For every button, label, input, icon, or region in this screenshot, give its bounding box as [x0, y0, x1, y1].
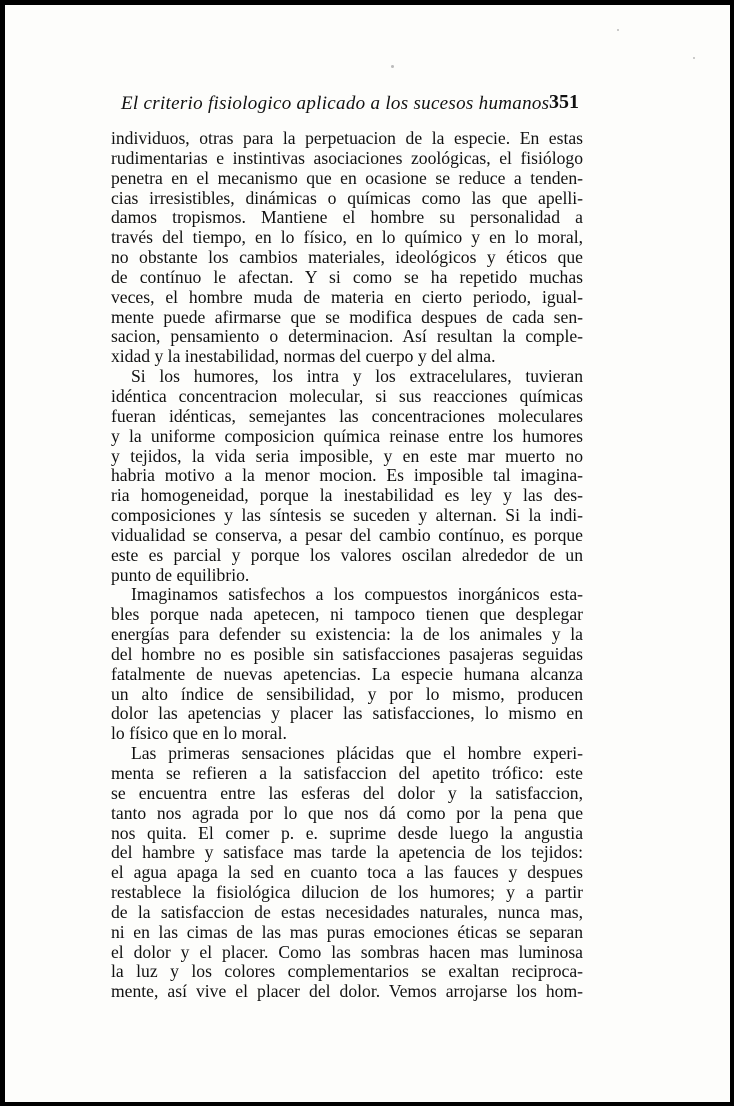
page-number: 351	[549, 91, 579, 113]
text-line: punto de equilibrio.	[111, 564, 250, 585]
text-line: mente puede afirmarse que se modifica despues de cada sen-	[111, 306, 583, 327]
text-line: ria homogeneidad, porque la inestabilidad es ley y las des-	[111, 485, 583, 506]
text-line: un alto índice de sensibilidad, y por lo mismo, producen	[111, 683, 583, 704]
text-line: se encuentra entre las esferas del dolor y la satisfaccion,	[111, 782, 583, 803]
text-line: del hombre no es posible sin satisfacciones pasajeras seguidas	[111, 643, 583, 664]
text-line: veces, el hombre muda de materia en cierto periodo, igual-	[111, 286, 583, 307]
text-line: cias irresistibles, dinámicas o químicas como las que apelli-	[111, 187, 583, 208]
text-line: de la satisfaccion de estas necesidades naturales, nunca mas,	[111, 901, 583, 922]
text-line: menta se refieren a la satisfaccion del apetito trófico: este	[111, 763, 583, 783]
text-line: Si los humores, los intra y los extracelulares, tuvieran	[131, 366, 583, 387]
text-line: individuos, otras para la perpetuacion de la especie. En estas	[111, 128, 583, 148]
running-head: El criterio fisiologico aplicado a los sucesos humanos	[121, 93, 550, 114]
text-line: Imaginamos satisfechos a los compuestos inorgánicos esta-	[131, 584, 583, 605]
text-line: tanto nos agrada por lo que nos dá como por la pena que	[111, 802, 583, 823]
text-line: el agua apaga la sed en cuanto toca a las fauces y despues	[111, 862, 583, 883]
text-line: y la uniforme composicion química reinase entre los humores	[111, 425, 583, 446]
text-line: xidad y la inestabilidad, normas del cuerpo y del alma.	[111, 346, 496, 367]
text-line: de contínuo le afectan. Y si como se ha repetido muchas	[111, 266, 583, 287]
paragraph	[111, 367, 583, 585]
print-speck	[693, 57, 695, 59]
text-line: este es parcial y porque los valores oscilan alrededor de un	[111, 544, 583, 565]
print-speck	[617, 29, 619, 31]
paragraph	[111, 585, 583, 744]
text-line: mente, así vive el placer del dolor. Vemos arrojarse los hom-	[111, 981, 583, 1002]
text-line: del hambre y satisface mas tarde la apetencia de los tejidos:	[111, 842, 583, 863]
text-line: vidualidad se conserva, a pesar del cambio contínuo, es porque	[111, 524, 583, 545]
text-line: Las primeras sensaciones plácidas que el hombre experi-	[131, 743, 583, 764]
text-line: dolor las apetencias y placer las satisfacciones, lo mismo en	[111, 703, 583, 724]
text-line: restablece la fisiológica dilucion de los humores; y a partir	[111, 882, 583, 903]
paragraph	[111, 129, 583, 367]
text-line: fueran idénticas, semejantes las concentraciones moleculares	[111, 405, 583, 426]
text-line: ni en las cimas de las mas puras emociones éticas se separan	[111, 921, 583, 942]
page-header	[121, 87, 579, 117]
text-line: el dolor y el placer. Como las sombras hacen mas luminosa	[111, 941, 583, 962]
text-line: sacion, pensamiento o determinacion. Así resultan la comple-	[111, 326, 583, 347]
text-line: habria motivo a la menor mocion. Es imposible tal imagina-	[111, 465, 583, 486]
text-line: no obstante los cambios materiales, ideológicos y éticos que	[111, 247, 583, 268]
text-line: damos tropismos. Mantiene el hombre su personalidad a	[111, 207, 583, 228]
body-text	[111, 129, 583, 1002]
text-line: y tejidos, la vida seria imposible, y en este mar muerto no	[111, 445, 583, 466]
text-line: fatalmente de nuevas apetencias. La especie humana alcanza	[111, 663, 583, 684]
text-line: penetra en el mecanismo que en ocasione se reduce a tenden-	[111, 167, 583, 188]
text-line: nos quita. El comer p. e. suprime desde luego la angustia	[111, 822, 583, 843]
text-line: rudimentarias e instintivas asociaciones zoológicas, el fisiólogo	[111, 147, 583, 168]
text-line: composiciones y las síntesis se suceden y alternan. Si la indi-	[111, 505, 583, 526]
text-line: lo físico que en lo moral.	[111, 723, 287, 744]
text-line: bles porque nada apetecen, ni tampoco tienen que desplegar	[111, 604, 583, 625]
text-line: energías para defender su existencia: la de los animales y la	[111, 624, 583, 645]
print-speck	[391, 65, 394, 68]
paragraph	[111, 744, 583, 1002]
text-line: idéntica concentracion molecular, si sus reacciones químicas	[111, 385, 583, 406]
text-line: la luz y los colores complementarios se exaltan reciproca-	[111, 961, 583, 982]
text-line: través del tiempo, en lo físico, en lo químico y en lo moral,	[111, 227, 583, 248]
